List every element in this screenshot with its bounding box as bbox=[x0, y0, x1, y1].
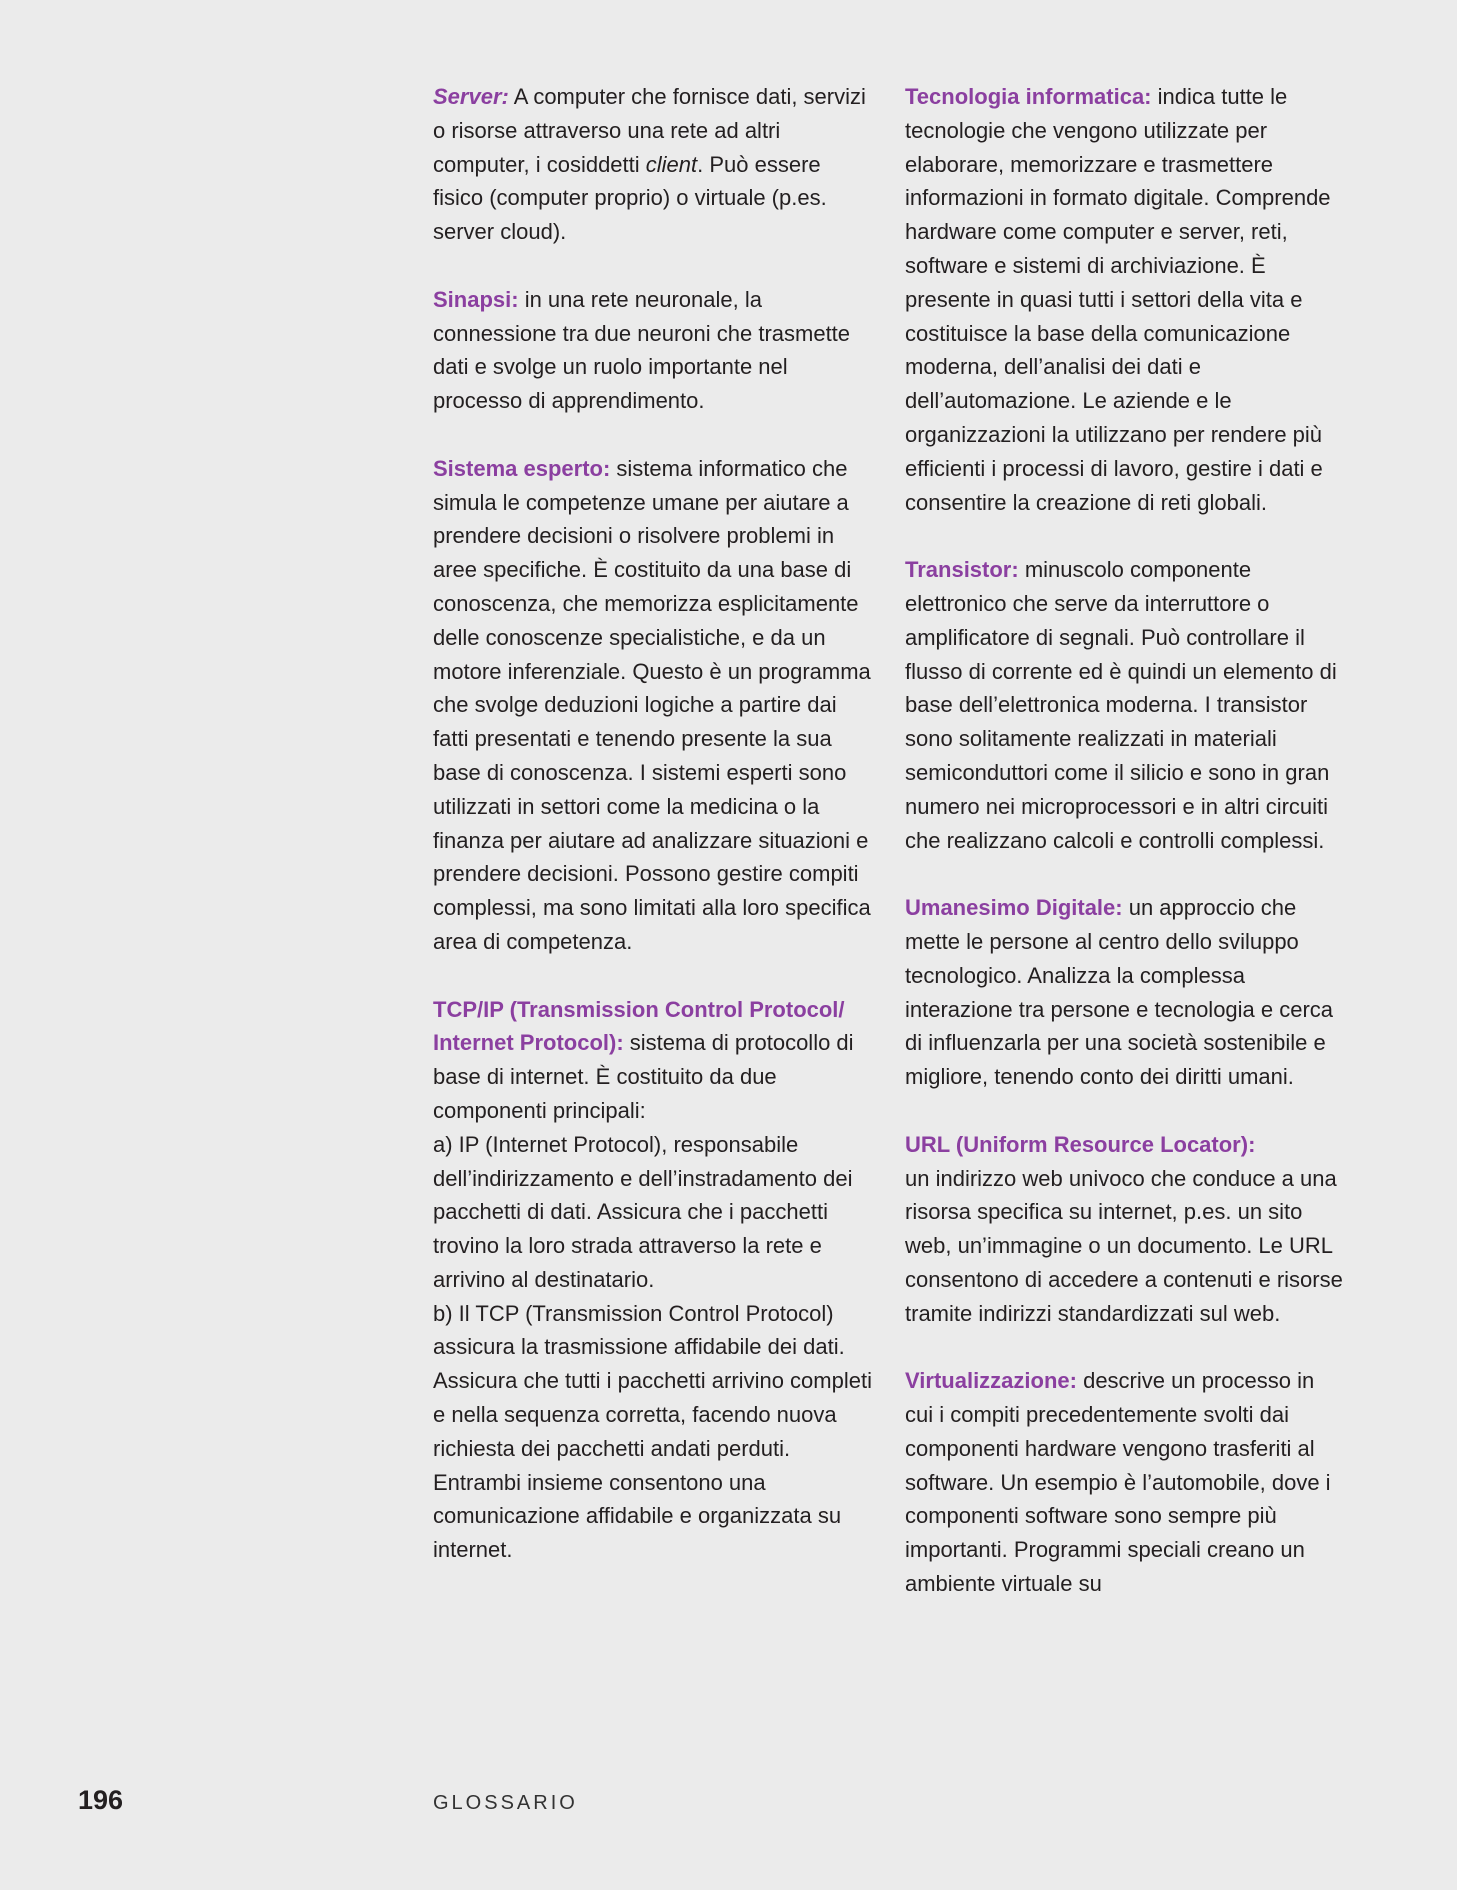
glossary-entry-tcp-ip bbox=[433, 993, 873, 1568]
glossary-entry-virtualizzazione bbox=[905, 1364, 1345, 1601]
entry-term: Server: bbox=[433, 84, 509, 109]
left-column bbox=[433, 80, 873, 1601]
entry-term-line bbox=[905, 1128, 1345, 1162]
entry-text bbox=[905, 553, 1345, 857]
right-column bbox=[905, 80, 1345, 1635]
glossary-entry-server bbox=[433, 80, 873, 249]
glossary-entry-transistor bbox=[905, 553, 1345, 857]
entry-definition: indica tutte le tecnologie che vengono utilizzate per elaborare, memorizzare e trasmettere informazioni in formato digitale. Comprende hardware come computer e server, reti, software e sistemi di archiviazione. È presente in quasi tutti i settori della vita e costituisce la base della comunicazione moderna, dell’analisi dei dati e dell’automazione. Le aziende e le organizzazioni la utilizzano per rendere più efficienti i processi di lavoro, gestire i dati e consentire la creazione di reti globali. bbox=[905, 84, 1331, 515]
glossary-entry-sistema-esperto bbox=[433, 452, 873, 959]
glossary-entry-sinapsi bbox=[433, 283, 873, 418]
entry-part-b: b) Il TCP (Transmission Control Protocol) assicura la trasmissione affidabile dei dati. Assicura che tutti i pacchetti arrivino completi e nella sequenza corretta, facendo nuova richiesta dei pacchetti andati perduti. Entrambi insieme consentono una comunicazione affidabile e organizzata su internet. bbox=[433, 1300, 872, 1563]
entry-term: Sistema esperto: bbox=[433, 455, 611, 481]
entry-definition: un indirizzo web univoco che conduce a una risorsa specifica su internet, p.es. un sito web, un’immagine o un documento. Le URL consentono di accedere a contenuti e risorse tramite indirizzi standardizzati sul web. bbox=[905, 1165, 1343, 1326]
entry-definition: in una rete neuronale, la connessione tra due neuroni che trasmette dati e svolge un ruolo importante nel processo di apprendimento. bbox=[433, 286, 851, 414]
entry-definition: sistema di protocollo di base di internet. È costituito da due componenti principali: bbox=[433, 1030, 854, 1123]
entry-text bbox=[905, 1364, 1345, 1601]
entry-text bbox=[905, 891, 1345, 1094]
entry-definition: A computer che fornisce dati, servizi o risorse attraverso una rete ad altri computer, i cosiddetti bbox=[433, 84, 866, 177]
glossary-entry-umanesimo-digitale bbox=[905, 891, 1345, 1094]
entry-text bbox=[905, 80, 1345, 519]
entry-definition: minuscolo componente elettronico che serve da interruttore o amplificatore di segnali. Può controllare il flusso di corrente ed è quindi un elemento di base dell’elettronica moderna. I transistor sono solitamente realizzati in materiali semiconduttori come il silicio e sono in gran numero nei microprocessori e in altri circuiti che realizzano calcoli e controlli complessi. bbox=[905, 557, 1337, 853]
entry-italic-word: client bbox=[645, 151, 698, 177]
entry-definition-end: . Può essere fisico (computer proprio) o virtuale (p.es. server cloud). bbox=[433, 151, 827, 245]
entry-text bbox=[433, 452, 873, 959]
entry-text bbox=[433, 80, 873, 249]
entry-part-a: a) IP (Internet Protocol), responsabile dell’indirizzamento e dell’instradamento dei pacchetti di dati. Assicura che i pacchetti trovino la loro strada attraverso la rete e arrivino al destinatario. bbox=[433, 1131, 853, 1292]
entry-term: Umanesimo Digitale: bbox=[905, 895, 1123, 921]
entry-term: Virtualizzazione: bbox=[905, 1368, 1077, 1394]
glossary-entry-url bbox=[905, 1128, 1345, 1331]
page-number: 196 bbox=[78, 1785, 124, 1815]
entry-text bbox=[433, 993, 873, 1128]
entry-term: TCP/IP (Transmission Control Protocol/ Internet Protocol): bbox=[433, 996, 845, 1056]
entry-term: Transistor: bbox=[905, 557, 1019, 583]
glossary-entry-tecnologia-informatica bbox=[905, 80, 1345, 519]
entry-term: Tecnologia informatica: bbox=[905, 84, 1152, 109]
entry-definition: descrive un processo in cui i compiti precedentemente svolti dai componenti hardware vengono trasferiti al software. Un esempio è l’automobile, dove i componenti software sono sempre più importanti. Programmi speciali creano un ambiente virtuale su bbox=[905, 1368, 1331, 1597]
entry-term: URL (Uniform Resource Locator): bbox=[905, 1131, 1256, 1157]
entry-definition: un approccio che mette le persone al centro dello sviluppo tecnologico. Analizza la complessa interazione tra persone e tecnologia e cerca di influenzarla per una società sostenibile e migliore, tenendo conto dei diritti umani. bbox=[905, 895, 1334, 1090]
section-label: GLOSSARIO bbox=[433, 1792, 578, 1814]
entry-definition: sistema informatico che simula le competenze umane per aiutare a prendere decisioni o risolvere problemi in aree specifiche. È costituito da una base di conoscenza, che memorizza esplicitamente delle conoscenze specialistiche, e da un motore inferenziale. Questo è un programma che svolge deduzioni logiche a partire dai fatti presentati e tenendo presente la sua base di conoscenza. I sistemi esperti sono utilizzati in settori come la medicina o la finanza per aiutare ad analizzare situazioni e prendere decisioni. Possono gestire compiti complessi, ma sono limitati alla loro specifica area di competenza. bbox=[433, 455, 871, 954]
entry-term: Sinapsi: bbox=[433, 286, 519, 312]
entry-text bbox=[433, 283, 873, 418]
